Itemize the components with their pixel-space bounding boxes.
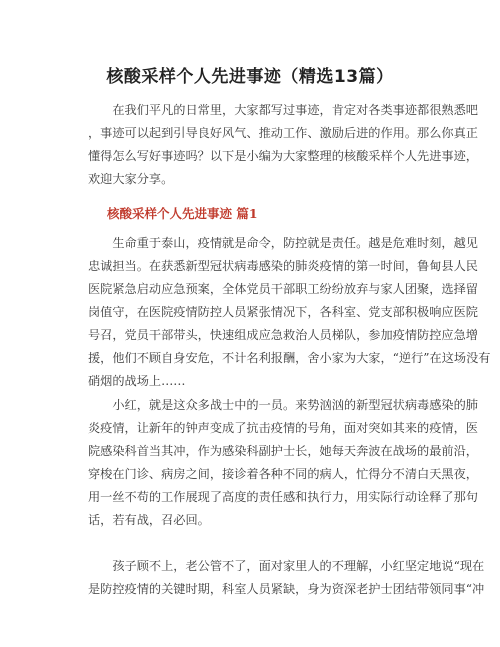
intro-line: 懂得怎么写好事迹吗？以下是小编为大家整理的核酸采样个人先进事迹， bbox=[88, 149, 478, 163]
intro-line: 欢迎大家分享。 bbox=[88, 172, 174, 186]
paragraph-line: 援，他们不顾自身安危，不计名利报酬，舍小家为大家，“逆行”在这场没有 bbox=[88, 351, 491, 365]
paragraph-line: 医院紧急启动应急预案，全体党员干部职工纷纷放弃与家人团聚，选择留 bbox=[88, 282, 478, 296]
paragraph-line: 是防控疫情的关键时期，科室人员紧缺，身为资深老护士团结带领同事“冲 bbox=[88, 582, 485, 596]
paragraph-line: 炎疫情，让新年的钟声变成了抗击疫情的号角，面对突如其来的疫情，医 bbox=[88, 421, 478, 435]
paragraph-1 bbox=[88, 232, 491, 393]
paragraph-line: 小红，就是这众多战士中的一员。来势汹汹的新型冠状病毒感染的肺 bbox=[88, 398, 478, 412]
paragraph-line: 穿梭在门诊、病房之间，接诊着各种不同的病人，忙得分不清白天黑夜， bbox=[88, 467, 478, 481]
paragraph-3 bbox=[88, 555, 485, 601]
intro-line: 在我们平凡的日常里，大家都写过事迹，肯定对各类事迹都很熟悉吧 bbox=[88, 103, 478, 117]
paragraph-line: 院感染科首当其冲，作为感染科副护士长，她每天奔波在战场的最前沿， bbox=[88, 444, 478, 458]
intro-paragraph bbox=[88, 99, 478, 191]
paragraph-line: 岗值守，在医院疫情防控人员紧张情况下，各科室、党支部积极响应医院 bbox=[88, 305, 478, 319]
intro-line: ，事迹可以起到引导良好风气、推动工作、激励后进的作用。那么你真正 bbox=[88, 126, 478, 140]
paragraph-2 bbox=[88, 394, 478, 532]
paragraph-line: 忠诚担当。在获悉新型冠状病毒感染的肺炎疫情的第一时间，鲁甸县人民 bbox=[88, 259, 478, 273]
paragraph-line: 话，若有战，召必回。 bbox=[88, 513, 210, 527]
paragraph-line: 生命重于泰山，疫情就是命令，防控就是责任。越是危难时刻，越见 bbox=[88, 236, 478, 250]
document-title: 核酸采样个人先进事迹（精选13篇） bbox=[106, 67, 394, 87]
paragraph-line: 孩子顾不上，老公管不了，面对家里人的不理解，小红坚定地说“现在 bbox=[88, 559, 485, 573]
paragraph-line: 硝烟的战场上…… bbox=[88, 374, 186, 388]
section-heading: 核酸采样个人先进事迹 篇1 bbox=[107, 206, 258, 221]
paragraph-line: 号召，党员干部带头，快速组成应急救治人员梯队，参加疫情防控应急增 bbox=[88, 328, 478, 342]
paragraph-line: 用一丝不苟的工作展现了高度的责任感和执行力，用实际行动诠释了那句 bbox=[88, 490, 478, 504]
